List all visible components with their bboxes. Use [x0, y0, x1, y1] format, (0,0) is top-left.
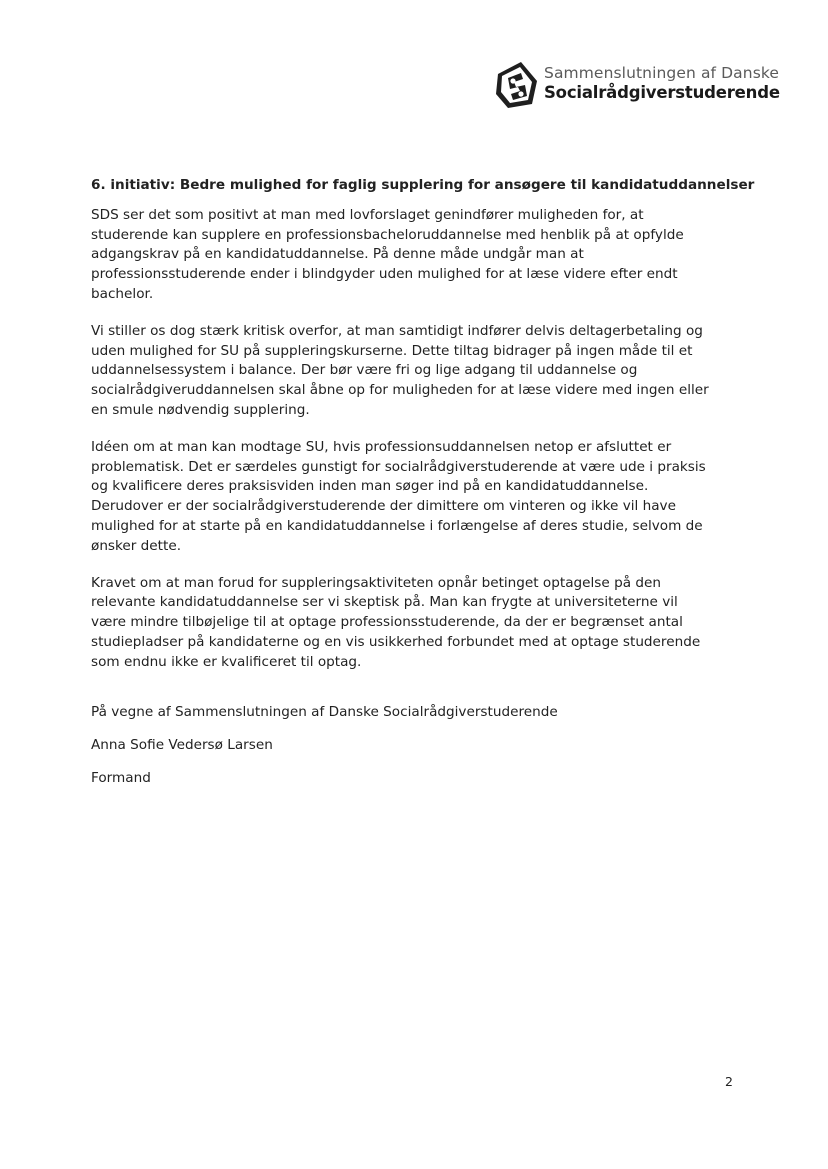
body-paragraph	[91, 322, 741, 421]
paragraph-line: Derudover er der socialrådgiverstuderende der dimittere om vinteren og ikke vil have	[91, 498, 676, 515]
paragraph-line: som endnu ikke er kvalificeret til optag.	[91, 653, 362, 670]
signature-title: Formand	[91, 770, 151, 786]
paragraph-line: studerende kan supplere en professionsbacheloruddannelse med henblik på at opfylde	[91, 226, 684, 243]
paragraph-line: Vi stiller os dog stærk kritisk overfor, at man samtidigt indfører delvis deltagerbetaling og	[91, 322, 703, 339]
paragraph-line: og kvalificere deres praksisviden inden man søger ind på en kandidatuddannelse.	[91, 478, 649, 495]
body-paragraph	[91, 206, 741, 305]
paragraph-line: SDS ser det som positivt at man med lovforslaget genindfører muligheden for, at	[91, 206, 644, 223]
paragraph-line: ønsker dette.	[91, 537, 182, 554]
logo-org-line1: Sammenslutningen af Danske	[544, 64, 780, 82]
paragraph-line: Kravet om at man forud for suppleringsaktiviteten opnår betinget optagelse på den	[91, 574, 661, 591]
paragraph-line: bachelor.	[91, 285, 154, 302]
page-number: 2	[725, 1074, 733, 1089]
logo-wordmark	[544, 63, 780, 103]
paragraph-line: socialrådgiveruddannelsen skal åbne op for muligheden for at læse videre med ingen eller	[91, 382, 709, 399]
paragraph-line: være mindre tilbøjelige til at optage professionsstuderende, da der er begrænset antal	[91, 614, 683, 631]
paragraph-line: mulighed for at starte på en kandidatuddannelse i forlængelse af deres studie, selvom de	[91, 517, 703, 534]
paragraph-line: problematisk. Det er særdeles gunstigt for socialrådgiverstuderende at være ude i praksis	[91, 458, 706, 475]
body-paragraph	[91, 574, 741, 673]
paragraph-line: uden mulighed for SU på suppleringskurserne. Dette tiltag bidrager på ingen måde til et	[91, 342, 693, 359]
signature-name: Anna Sofie Vedersø Larsen	[91, 737, 273, 753]
paragraph-line: relevante kandidatuddannelse ser vi skeptisk på. Man kan frygte at universiteterne vil	[91, 594, 678, 611]
section-heading: 6. initiativ: Bedre mulighed for faglig supplering for ansøgere til kandidatuddannelser	[91, 177, 755, 193]
organization-logo	[494, 60, 804, 110]
signature-on-behalf: På vegne af Sammenslutningen af Danske Socialrådgiverstuderende	[91, 704, 558, 720]
paragraph-line: en smule nødvendig supplering.	[91, 401, 310, 418]
paragraph-line: adgangskrav på en kandidatuddannelse. På denne måde undgår man at	[91, 246, 584, 263]
paragraph-list	[91, 206, 741, 673]
sds-logo-icon	[494, 60, 540, 110]
document-body	[91, 176, 755, 690]
paragraph-line: professionsstuderende ender i blindgyder uden mulighed for at læse videre efter endt	[91, 266, 678, 283]
logo-org-line2: Socialrådgiverstuderende	[544, 83, 780, 102]
body-paragraph	[91, 438, 741, 557]
paragraph-line: uddannelsessystem i balance. Der bør være fri og lige adgang til uddannelse og	[91, 362, 638, 379]
paragraph-line: studiepladser på kandidaterne og en vis usikkerhed forbundet med at optage studerende	[91, 633, 701, 650]
paragraph-line: Idéen om at man kan modtage SU, hvis professionsuddannelsen netop er afsluttet er	[91, 438, 672, 455]
